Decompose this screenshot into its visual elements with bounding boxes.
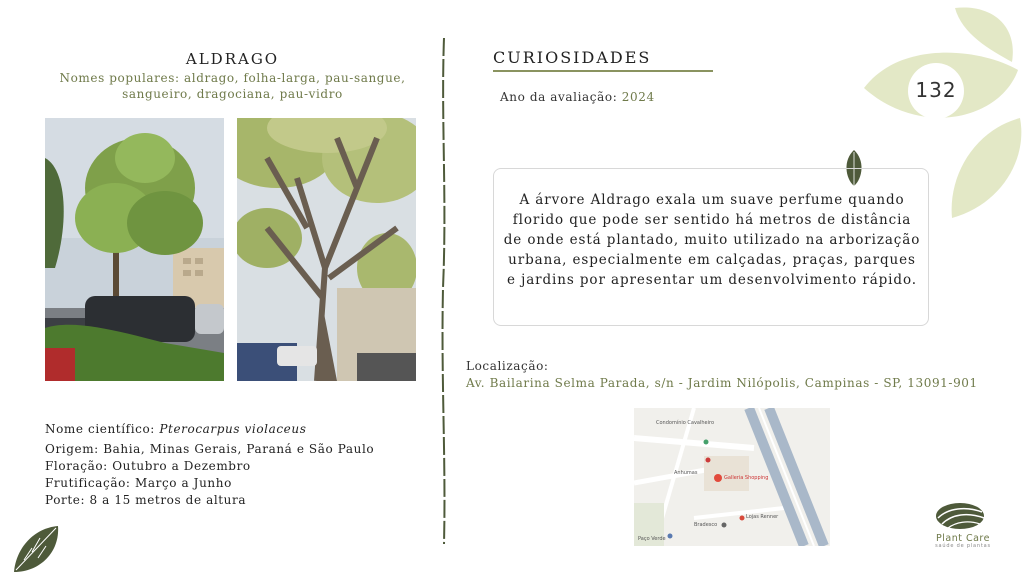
brand-name: Plant Care: [936, 533, 990, 544]
badge-number: 132: [915, 78, 957, 102]
map-label-3: Lojas Renner: [746, 514, 779, 520]
tree-photo-1: [45, 118, 224, 381]
branch-divider: [439, 38, 449, 544]
corner-leaf-icon: [10, 522, 62, 576]
title-underline: [493, 70, 713, 72]
curiosities-title: CURIOSIDADES: [493, 48, 652, 67]
map-label-5: Paço Verde: [638, 536, 666, 542]
brand-tagline: saúde de plantas: [935, 543, 991, 549]
scientific-name: Pterocarpus violaceus: [159, 422, 307, 436]
scientific-name-label: Nome científico:: [45, 422, 160, 436]
scientific-name-row: [45, 421, 374, 438]
location-map[interactable]: [634, 408, 830, 546]
year-value: 2024: [621, 90, 655, 104]
popular-names-line-1: Nomes populares: aldrago, folha-larga, pau-sangue,: [59, 71, 406, 85]
map-label-1: Galleria Shopping: [724, 475, 769, 481]
popular-names-line-2: sangueiro, dragociana, pau-vidro: [122, 87, 343, 101]
evaluation-year: [500, 90, 655, 104]
curiosity-text: A árvore Aldrago exala um suave perfume quando florido que pode ser sentido há metros de distância de onde está plantado, muito utilizado na arborização urbana, especialmente em calçadas, praças, parques e jardins por apresentar um desenvolvimento rápido.: [503, 192, 921, 288]
map-label-4: Bradesco: [694, 522, 718, 528]
popular-names: [45, 70, 420, 102]
map-label-2: Anhumas: [674, 470, 698, 476]
tree-photo-2: [237, 118, 416, 381]
location-label: Localização:: [466, 359, 549, 373]
map-label-0: Condomínio Cavalheiro: [656, 420, 715, 426]
origin: Origem: Bahia, Minas Gerais, Paraná e São Paulo: [45, 442, 375, 456]
species-facts: [45, 421, 374, 509]
location-address: Av. Bailarina Selma Parada, s/n - Jardim Nilópolis, Campinas - SP, 13091-901: [466, 376, 978, 390]
size: Porte: 8 a 15 metros de altura: [45, 493, 247, 507]
year-label: Ano da avaliação:: [500, 90, 622, 104]
species-title: ALDRAGO: [185, 50, 280, 68]
fruiting: Frutificação: Março a Junho: [45, 476, 232, 490]
flowering: Floração: Outubro a Dezembro: [45, 459, 251, 473]
